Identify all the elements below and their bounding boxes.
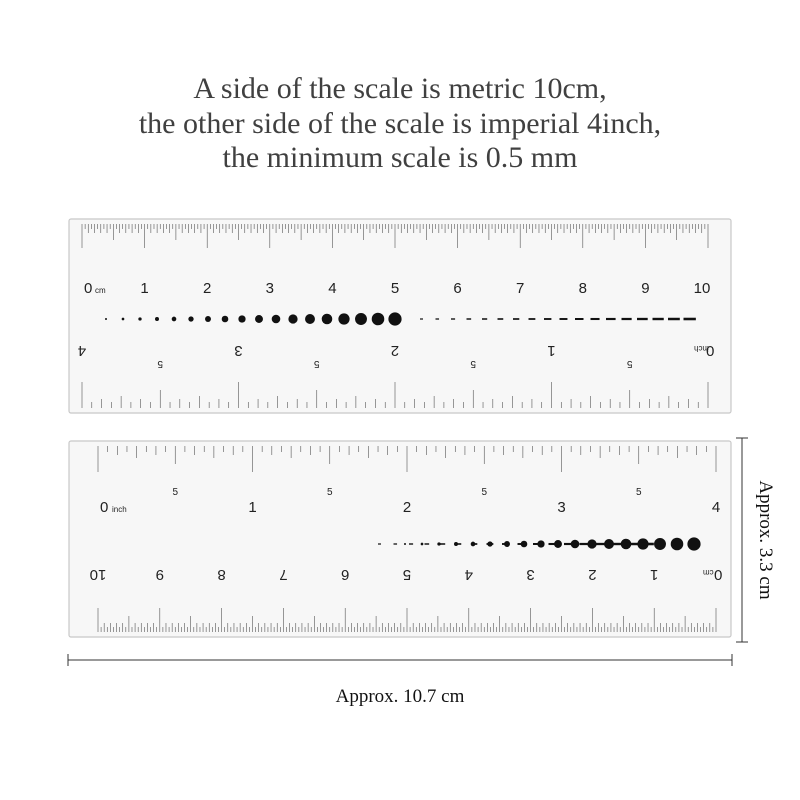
gauge-dot	[388, 312, 401, 325]
gauge-dash	[518, 543, 526, 545]
cm-label-4: 4	[464, 566, 473, 583]
gauge-dot	[255, 315, 263, 323]
cm-label-8: 8	[578, 280, 587, 297]
cm-label-5: 5	[402, 566, 412, 583]
inch-label-3: 3	[557, 499, 566, 516]
cm-label-1: 1	[140, 280, 149, 297]
gauge-dash	[498, 318, 504, 320]
width-dimension-line	[64, 652, 736, 668]
half-inch-label: 5	[326, 487, 333, 498]
gauge-dash	[626, 543, 638, 545]
inch-label-2: 2	[402, 499, 412, 516]
gauge-dash	[467, 318, 472, 319]
inch-unit-label: inch	[694, 344, 709, 353]
gauge-dot	[155, 317, 159, 321]
cm-label-7: 7	[279, 566, 288, 583]
cm-label-3: 3	[526, 566, 535, 583]
gauge-dot	[671, 538, 684, 551]
height-label: Approx. 3.3 cm	[755, 480, 776, 600]
cm-label-2: 2	[588, 566, 597, 583]
gauge-dash	[394, 543, 398, 544]
inch-label-1: 1	[547, 342, 556, 359]
gauge-dash	[502, 543, 509, 545]
gauge-dot	[288, 314, 297, 323]
cm-label-5: 5	[390, 280, 400, 297]
cm-unit-label: cm	[95, 286, 106, 295]
cm-label-4: 4	[328, 280, 337, 297]
gauge-dot	[105, 318, 107, 320]
half-inch-label: 5	[313, 358, 320, 369]
cm-label-3: 3	[265, 280, 274, 297]
gauge-dash	[591, 318, 600, 320]
gauge-dot	[421, 543, 424, 546]
gauge-dot	[238, 315, 245, 322]
gauge-dot	[654, 538, 666, 550]
gauge-dot	[122, 318, 125, 321]
gauge-dash	[564, 543, 574, 545]
gauge-dash	[684, 318, 696, 321]
inch-label-2: 2	[390, 342, 400, 359]
inch-label-3: 3	[234, 342, 243, 359]
gauge-dash	[451, 318, 455, 319]
gauge-dot	[272, 315, 281, 324]
cm-label-6: 6	[341, 566, 350, 583]
gauge-dash	[425, 543, 430, 544]
ruler-bottom	[68, 440, 732, 638]
gauge-dash	[622, 318, 632, 320]
gauge-dot	[687, 537, 700, 550]
headline-line-1: A side of the scale is metric 10cm,	[193, 72, 607, 105]
gauge-dash	[575, 318, 584, 320]
gauge-dash	[595, 543, 606, 545]
cm-label-7: 7	[516, 280, 525, 297]
gauge-dot	[322, 314, 333, 325]
gauge-dash	[533, 543, 542, 545]
half-inch-label: 5	[470, 358, 477, 369]
gauge-dash	[606, 318, 616, 320]
inch-label-1: 1	[248, 499, 257, 516]
gauge-dash	[642, 543, 654, 546]
gauge-dot	[138, 317, 141, 320]
gauge-dot	[355, 313, 367, 325]
cm-label-9: 9	[155, 566, 164, 583]
gauge-dash	[456, 543, 462, 545]
headline-line-3: the minimum scale is 0.5 mm	[222, 141, 578, 174]
inch-label-4: 4	[711, 499, 721, 516]
gauge-dot	[305, 314, 315, 324]
gauge-dash	[668, 318, 680, 320]
ruler-top	[68, 218, 732, 414]
cm-label-8: 8	[217, 566, 226, 583]
half-inch-label: 5	[626, 358, 633, 369]
gauge-dash	[471, 543, 477, 545]
inch-label-0: 0	[706, 342, 715, 359]
cm-label-10: 10	[89, 566, 107, 583]
gauge-dash	[482, 318, 487, 320]
gauge-dash	[440, 543, 445, 545]
gauge-dot	[172, 317, 177, 322]
gauge-dash	[436, 318, 440, 319]
half-inch-label: 5	[481, 487, 488, 498]
gauge-dash	[378, 543, 381, 544]
inch-unit-label: inch	[112, 505, 127, 514]
gauge-dash	[544, 318, 551, 320]
inch-label-4: 4	[77, 342, 87, 359]
gauge-dot	[205, 316, 211, 322]
gauge-dot	[404, 543, 406, 545]
gauge-dash	[611, 543, 622, 545]
headline-line-2: the other side of the scale is imperial 4inch,	[138, 107, 662, 140]
gauge-dash	[487, 543, 494, 545]
gauge-dash	[653, 318, 664, 320]
cm-label-1: 1	[650, 566, 659, 583]
gauge-dash	[513, 318, 519, 320]
cm-label-10: 10	[693, 280, 711, 297]
gauge-dot	[222, 316, 229, 323]
gauge-dot	[338, 313, 349, 324]
cm-unit-label: cm	[703, 568, 714, 577]
half-inch-label: 5	[635, 487, 642, 498]
width-label: Approx. 10.7 cm	[335, 686, 465, 707]
gauge-dash	[560, 318, 568, 320]
cm-label-0: 0	[84, 280, 93, 297]
gauge-dash	[409, 543, 413, 544]
cm-label-6: 6	[453, 280, 462, 297]
gauge-dash	[549, 543, 558, 545]
gauge-dash	[637, 318, 648, 320]
gauge-dash	[580, 543, 590, 545]
half-inch-label: 5	[157, 358, 164, 369]
gauge-dash	[420, 318, 423, 319]
gauge-dot	[372, 313, 385, 326]
ruler-body	[69, 441, 731, 637]
gauge-dot	[188, 316, 193, 321]
cm-label-9: 9	[641, 280, 650, 297]
cm-label-2: 2	[203, 280, 212, 297]
inch-label-0: 0	[100, 499, 109, 516]
height-dimension-line	[734, 436, 750, 644]
cm-label-0: 0	[714, 566, 723, 583]
gauge-dash	[529, 318, 536, 320]
half-inch-label: 5	[172, 487, 179, 498]
